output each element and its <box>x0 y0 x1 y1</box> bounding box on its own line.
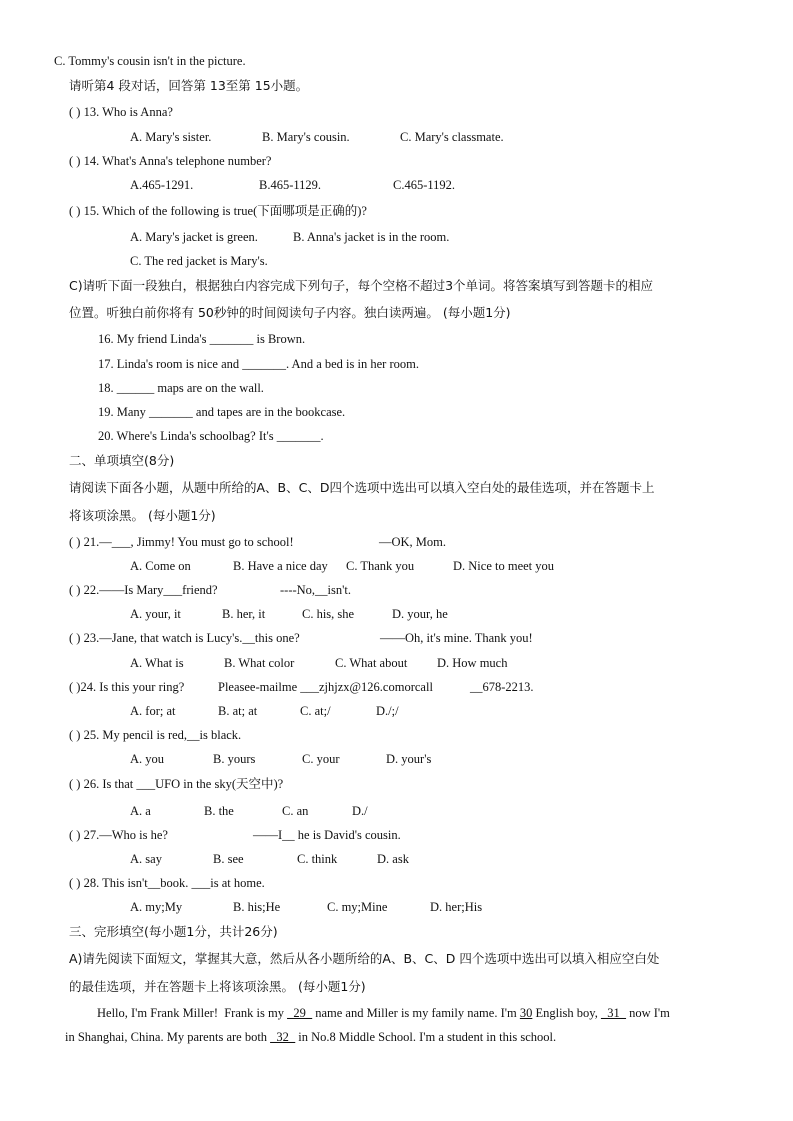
q15-option-a: A. Mary's jacket is green. <box>130 230 258 244</box>
q26-option-c: C. an <box>282 804 309 818</box>
fill-item-16: 16. My friend Linda's _______ is Brown. <box>98 332 306 346</box>
blank-32: _32_ <box>270 1030 296 1044</box>
q27-option-a: A. say <box>130 852 162 866</box>
q24-option-c: C. at;/ <box>300 704 331 718</box>
q15-option-c: C. The red jacket is Mary's. <box>130 254 268 268</box>
passage-text: in No.8 Middle School. I'm a student in this school. <box>295 1030 557 1044</box>
q13-option-b: B. Mary's cousin. <box>262 130 350 144</box>
part3-instruction-2: 的最佳选项，并在答题卡上将该项涂黑。 (每小题1分) <box>69 979 366 994</box>
q14-option-b: B.465-1129. <box>259 178 322 192</box>
passage-text: in Shanghai, China. My parents are both <box>65 1030 271 1044</box>
q13-option-a: A. Mary's sister. <box>130 130 212 144</box>
q25-option-a: A. you <box>130 752 165 766</box>
q24-option-a: A. for; at <box>130 704 176 718</box>
q13-option-c: C. Mary's classmate. <box>400 130 504 144</box>
part3-title: 三、完形填空(每小题1分，共计26分) <box>69 924 278 939</box>
passage-text: name and Miller is my family name. I'm <box>312 1006 520 1020</box>
q27-option-d: D. ask <box>377 852 409 866</box>
q27-option-b: B. see <box>213 852 244 866</box>
fill-item-19: 19. Many _______ and tapes are in the bookcase. <box>98 405 346 419</box>
q24-option-d: D./;/ <box>376 704 399 718</box>
q24-middle: Pleasee-mailme ___zjhjzx@126.comorcall <box>218 680 433 694</box>
passage-line-2 <box>65 1029 556 1045</box>
question-23: ( ) 23.—Jane, that watch is Lucy's.__this one? <box>69 631 300 645</box>
q26-option-b: B. the <box>204 804 234 818</box>
fill-item-17: 17. Linda's room is nice and _______. And a bed is in her room. <box>98 357 419 371</box>
part2-instruction-2: 将该项涂黑。 (每小题1分) <box>69 508 216 523</box>
part3-instruction-1: A)请先阅读下面短文，掌握其大意，然后从各小题所给的A、B、C、D 四个选项中选出可以填入相应空白处 <box>69 951 660 966</box>
question-24: ( )24. Is this your ring? <box>69 680 185 694</box>
q25-option-c: C. your <box>302 752 340 766</box>
q27-option-c: C. think <box>297 852 338 866</box>
q25-option-b: B. yours <box>213 752 256 766</box>
blank-29: _29_ <box>287 1006 313 1020</box>
q21-option-b: B. Have a nice day <box>233 559 328 573</box>
q26-option-d: D./ <box>352 804 368 818</box>
q23-option-a: A. What is <box>130 656 184 670</box>
passage-text: Hello, I'm Frank Miller! Frank is my <box>97 1006 288 1020</box>
q23-option-c: C. What about <box>335 656 408 670</box>
q22-option-d: D. your, he <box>392 607 448 621</box>
q23-reply: ——Oh, it's mine. Thank you! <box>380 631 533 645</box>
fill-item-20: 20. Where's Linda's schoolbag? It's _______. <box>98 429 324 443</box>
q21-option-c: C. Thank you <box>346 559 415 573</box>
passage-text: now I'm <box>625 1006 670 1020</box>
q21-reply: —OK, Mom. <box>379 535 447 549</box>
q21-option-a: A. Come on <box>130 559 191 573</box>
q24-option-b: B. at; at <box>218 704 258 718</box>
passage-text: English boy, <box>532 1006 601 1020</box>
question-15: ( ) 15. Which of the following is true(下面哪项是正确的)? <box>69 204 367 218</box>
passage-line-1 <box>97 1005 670 1021</box>
section-c-instruction-1: C)请听下面一段独白，根据独白内容完成下列句子，每个空格不超过3个单词。将答案填写到答题卡的相应 <box>69 278 654 293</box>
q24-end: __678-2213. <box>470 680 534 694</box>
q26-option-a: A. a <box>130 804 151 818</box>
q28-option-a: A. my;My <box>130 900 183 914</box>
q23-option-b: B. What color <box>224 656 295 670</box>
q15-option-b: B. Anna's jacket is in the room. <box>293 230 450 244</box>
question-22: ( ) 22.——Is Mary___friend? <box>69 583 218 597</box>
q21-option-d: D. Nice to meet you <box>453 559 555 573</box>
question-21: ( ) 21.—___, Jimmy! You must go to school! <box>69 535 294 549</box>
question-25: ( ) 25. My pencil is red,__is black. <box>69 728 242 742</box>
part2-title: 二、单项填空(8分) <box>69 453 175 468</box>
part2-instruction-1: 请阅读下面各小题，从题中所给的A、B、C、D四个选项中选出可以填入空白处的最佳选项，并在答题卡上 <box>69 480 655 495</box>
q22-option-b: B. her, it <box>222 607 266 621</box>
q22-option-c: C. his, she <box>302 607 355 621</box>
q14-option-c: C.465-1192. <box>393 178 456 192</box>
section-c-instruction-2: 位置。听独白前你将有 50秒钟的时间阅读句子内容。独白读两遍。 (每小题1分) <box>69 305 511 320</box>
blank-31: _31_ <box>600 1006 626 1020</box>
q27-reply: ——I__ he is David's cousin. <box>253 828 401 842</box>
q23-option-d: D. How much <box>437 656 508 670</box>
question-28: ( ) 28. This isn't__book. ___is at home. <box>69 876 265 890</box>
q25-option-d: D. your's <box>386 752 432 766</box>
section4-instruction: 请听第4 段对话，回答第 13至第 15小题。 <box>69 78 309 93</box>
q28-option-b: B. his;He <box>233 900 281 914</box>
fill-item-18: 18. ______ maps are on the wall. <box>98 381 264 395</box>
q22-option-a: A. your, it <box>130 607 181 621</box>
question-13: ( ) 13. Who is Anna? <box>69 105 173 119</box>
q22-reply: ----No,__isn't. <box>280 583 351 597</box>
q28-option-c: C. my;Mine <box>327 900 388 914</box>
question-27: ( ) 27.—Who is he? <box>69 828 168 842</box>
option-c-line: C. Tommy's cousin isn't in the picture. <box>54 54 246 68</box>
question-14: ( ) 14. What's Anna's telephone number? <box>69 154 272 168</box>
blank-30: 30 <box>519 1006 533 1020</box>
q14-option-a: A.465-1291. <box>130 178 194 192</box>
q28-option-d: D. her;His <box>430 900 483 914</box>
question-26: ( ) 26. Is that ___UFO in the sky(天空中)? <box>69 777 284 791</box>
